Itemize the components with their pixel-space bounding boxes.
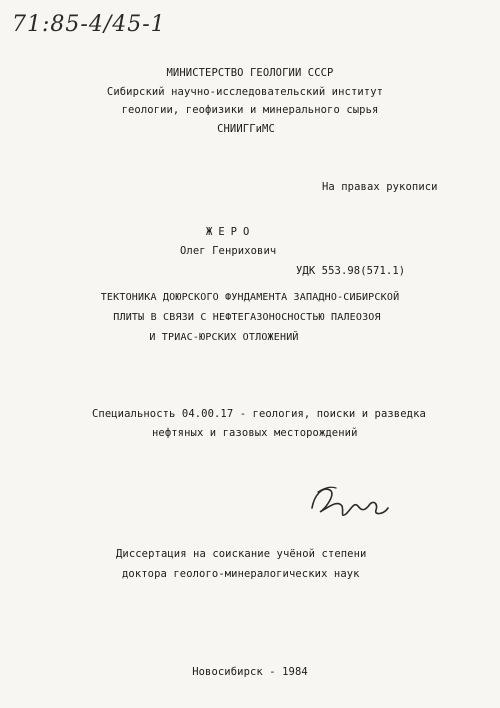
rights-note: На правах рукописи: [322, 181, 438, 193]
specialty-line-1: Специальность 04.00.17 - геология, поиски и разведка: [92, 408, 426, 420]
institute-abbr: СНИИГГиМС: [217, 123, 275, 135]
institute-line-2: геологии, геофизики и минерального сырья: [121, 104, 379, 116]
author-signature: [300, 478, 400, 528]
title-line-1: ТЕКТОНИКА ДОЮРСКОГО ФУНДАМЕНТА ЗАПАДНО-СИБИРСКОЙ: [100, 292, 400, 303]
institute-line-1: Сибирский научно-исследовательский институт: [106, 86, 384, 98]
author-surname: ЖЕРО: [206, 226, 256, 238]
dissertation-line-1: Диссертация на соискание учёной степени: [116, 548, 367, 560]
author-name: Олег Генрихович: [180, 245, 277, 257]
udk-code: УДК 553.98(571.1): [296, 265, 406, 277]
place-year: Новосибирск - 1984: [192, 666, 308, 678]
title-line-2: ПЛИТЫ В СВЯЗИ С НЕФТЕГАЗОНОСНОСТЬЮ ПАЛЕОЗОЯ: [113, 312, 381, 323]
specialty-line-2: нефтяных и газовых месторождений: [152, 427, 358, 439]
archive-number: 71:85-4/45-1: [12, 12, 166, 37]
ministry-name: МИНИСТЕРСТВО ГЕОЛОГИИ СССР: [166, 67, 334, 79]
dissertation-line-2: доктора геолого-минералогических наук: [122, 568, 360, 580]
title-line-3: И ТРИАС-ЮРСКИХ ОТЛОЖЕНИЙ: [149, 332, 299, 343]
